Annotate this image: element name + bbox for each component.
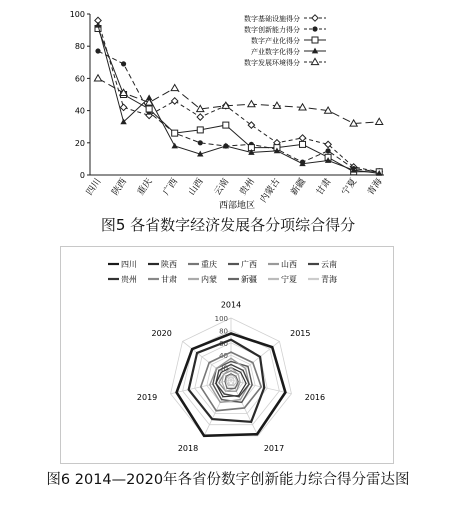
data-point	[95, 48, 100, 53]
radar-tick-label: 60	[219, 339, 228, 348]
legend-label: 贵州	[121, 275, 137, 284]
legend-label: 数字创新能力得分	[244, 26, 300, 34]
data-point	[197, 114, 203, 120]
legend-marker	[312, 15, 318, 21]
legend-label: 陕西	[161, 260, 177, 269]
legend-label: 新疆	[241, 275, 257, 284]
x-tick-label: 贵州	[238, 176, 257, 198]
series-line	[98, 25, 379, 173]
y-tick-label: 20	[74, 138, 85, 148]
figure6-radar-chart	[60, 246, 392, 462]
legend-marker	[312, 26, 317, 31]
legend-label: 青海	[321, 275, 337, 284]
data-point	[325, 148, 330, 153]
data-point	[120, 104, 126, 110]
data-point	[376, 118, 383, 124]
legend-label: 云南	[321, 260, 337, 269]
x-tick-label: 青海	[366, 176, 385, 198]
series-line	[98, 28, 379, 171]
figure6-caption: 图6 2014—2020年各省份数字创新能力综合得分雷达图	[46, 472, 410, 488]
x-axis-title: 西部地区	[218, 201, 256, 211]
legend-label: 数字发展环境得分	[244, 59, 300, 67]
legend-label: 四川	[121, 260, 137, 269]
series-line	[98, 51, 379, 172]
x-tick-label: 陕西	[110, 176, 130, 198]
data-point	[300, 141, 306, 147]
y-tick-label: 40	[74, 106, 85, 116]
radar-axis-label: 2018	[177, 444, 199, 454]
radar-tick-label: 20	[219, 364, 228, 373]
x-tick-label: 内蒙古	[258, 176, 283, 205]
x-tick-label: 山西	[187, 176, 206, 198]
legend-label: 甘肃	[161, 275, 177, 284]
y-tick-label: 60	[74, 74, 85, 84]
data-point	[198, 140, 203, 145]
x-tick-label: 重庆	[136, 176, 155, 198]
data-point	[197, 127, 203, 133]
legend-label: 产业数字化得分	[251, 48, 300, 56]
y-tick-label: 0	[79, 171, 85, 180]
x-tick-label: 宁夏	[340, 176, 360, 198]
radar-tick-label: 100	[214, 315, 228, 323]
legend-label: 内蒙	[201, 275, 217, 284]
figure5-line-chart	[0, 0, 456, 212]
x-tick-label: 新疆	[289, 176, 308, 198]
radar-tick-label: 40	[219, 352, 228, 361]
radar-axis-label: 2020	[151, 328, 172, 338]
radar-axis-label: 2019	[136, 392, 158, 402]
data-point	[172, 130, 178, 136]
radar-axis-label: 2017	[263, 444, 285, 454]
x-tick-label: 四川	[84, 176, 104, 198]
radar-axis-label: 2015	[290, 328, 311, 338]
data-point	[94, 75, 101, 81]
legend-marker	[311, 58, 318, 64]
data-point	[299, 135, 305, 141]
data-point	[223, 122, 229, 128]
series-line	[98, 78, 379, 123]
data-point	[248, 101, 255, 107]
legend-label: 宁夏	[281, 275, 297, 284]
figure5-caption: 图5 各省数字经济发展各分项综合得分	[100, 216, 356, 234]
x-tick-label: 甘肃	[315, 176, 334, 198]
legend-label: 广西	[241, 260, 257, 269]
y-tick-label: 80	[74, 42, 85, 52]
data-point	[146, 106, 152, 112]
x-tick-label: 云南	[212, 176, 232, 198]
data-point	[171, 143, 177, 149]
y-tick-label: 100	[69, 10, 85, 19]
data-point	[171, 98, 177, 104]
data-point	[171, 84, 178, 90]
data-point	[121, 61, 126, 66]
legend-marker	[312, 37, 318, 43]
x-tick-label: 广西	[161, 176, 181, 198]
legend-label: 数字基础设施得分	[244, 15, 300, 23]
legend-label: 数字产业化得分	[251, 37, 300, 45]
radar-axis-label: 2014	[220, 300, 242, 310]
legend-label: 山西	[281, 260, 297, 269]
legend-label: 重庆	[201, 260, 217, 269]
radar-tick-label: 80	[219, 327, 228, 336]
data-point	[95, 22, 101, 28]
radar-axis-label: 2016	[304, 392, 326, 402]
